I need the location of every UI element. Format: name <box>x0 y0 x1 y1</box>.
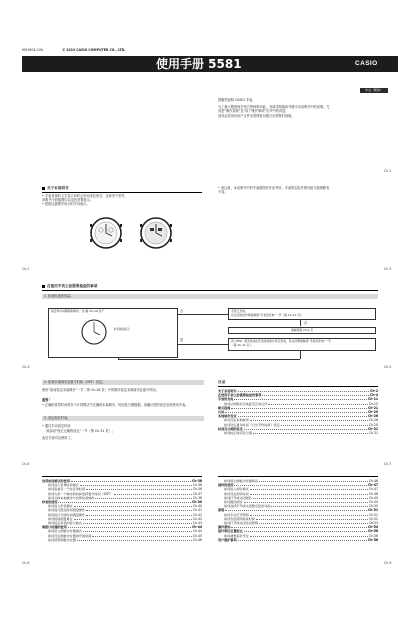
toc-entry-title: 如何进入秒表模式 <box>48 504 73 509</box>
flow-box-line: 有关充电的详情请参阅“手表的充电”一节（第 Ch-11 页）。 <box>231 312 305 317</box>
about-right-text <box>218 186 329 194</box>
flow-connector <box>300 351 301 359</box>
toc-entry-page: Ch-51 <box>368 512 378 517</box>
toc-entry-title: 如何进入倒数计时器模式 <box>48 529 83 534</box>
toc-leader-dots <box>244 427 367 430</box>
toc-leader-dots <box>244 500 368 503</box>
toc-leader-dots <box>250 418 368 421</box>
flow-box-line: （第 Ch-11 页）。 <box>231 342 254 347</box>
toc-leader-dots <box>74 504 192 507</box>
toc-entry[interactable] <box>218 431 378 435</box>
toc-entry-page: Ch-31 <box>367 426 378 431</box>
toc-leader-dots <box>259 479 368 482</box>
toc-leader-dots <box>92 534 192 537</box>
toc-leader-dots <box>238 414 367 417</box>
flow-box-line: 手表已充电。 <box>231 309 248 313</box>
toc-leader-dots <box>86 508 192 511</box>
toc-entry-page: Ch-43 <box>192 516 202 521</box>
toc-leader-dots <box>253 431 368 434</box>
toc-entry-title: 本地城市设定 <box>218 414 237 419</box>
toc-entry-page: Ch-2 <box>370 389 378 393</box>
doc-code: MO1904-CVA <box>22 48 43 52</box>
page-number: Ch-1 <box>384 169 392 173</box>
toc-entry-page: Ch-52 <box>368 516 378 521</box>
toc-entry-page: Ch-47 <box>367 483 378 488</box>
flow-connector <box>178 344 228 345</box>
toc-entry-page: Ch-4 <box>370 393 378 398</box>
toc-entry-title: 如何设定倒数计时器的开始时间 <box>48 533 92 538</box>
toc-heading: 目录 <box>218 380 226 384</box>
brand-logo: CASIO <box>355 60 378 67</box>
flow-connector <box>178 314 228 315</box>
flow-connector <box>300 320 301 326</box>
section-rule <box>42 476 202 477</box>
copyright: © 2019 CASIO COMPUTER CO., LTD. <box>62 48 126 52</box>
toc-entry-page: Ch-56 <box>368 533 378 538</box>
toc-leader-dots <box>114 492 192 495</box>
toc-entry-title: 指针零位位置校正 <box>218 529 243 534</box>
toc-leader-dots <box>74 517 192 520</box>
toc-entry-title: 计时 <box>218 410 225 415</box>
toc-entry-title: 如何打开或关闭闹铃 <box>224 495 252 500</box>
language-tag: 中文（简体） <box>360 88 388 93</box>
toc-entry-page: Ch-26 <box>368 418 378 423</box>
toc-entry-title: 世界时间模式的使用 <box>42 479 70 483</box>
toc-entry-page: Ch-15 <box>368 401 378 406</box>
toc-entry-page: Ch-36 <box>192 483 202 488</box>
flow-question-text: 是否秒针每隔两秒跳动一次(第 Ch-19 页)？ <box>51 309 106 313</box>
toc-entry-title: 倒数计时器的使用 <box>42 525 67 530</box>
toc-leader-dots <box>256 517 368 520</box>
toc-entry-page: Ch-40 <box>191 500 202 505</box>
toc-entry-page: Ch-44 <box>192 529 202 534</box>
toc-entry-title: 如何设定夏令时间（日光节约时间）设定 <box>224 422 280 427</box>
toc-entry-page: Ch-36 <box>192 487 202 492</box>
toc-leader-dots <box>253 496 368 499</box>
toc-entry-title: 如何测试闹铃 <box>224 500 243 505</box>
flow-connector <box>118 359 300 360</box>
toc-entry-title: 如何从休眠状态恢复至正常运作 <box>224 401 268 406</box>
page-number: Ch-9 <box>384 561 392 565</box>
toc-entry-title: 如何停止倒数计时器鸣音 <box>224 479 259 483</box>
about-left-text <box>42 194 128 207</box>
toc-leader-dots <box>238 538 367 541</box>
toc-leader-dots <box>225 410 367 413</box>
toc-entry-page: Ch-44 <box>191 525 202 530</box>
step-set-time: 3. 设定现在时间。 <box>42 416 204 421</box>
toc-leader-dots <box>250 513 368 516</box>
toc-leader-dots <box>71 479 191 482</box>
section-rule <box>42 192 202 193</box>
watch-face-icon <box>90 218 122 248</box>
intro-text <box>218 98 330 118</box>
toc-leader-dots <box>95 496 191 499</box>
toc-entry-page: Ch-42 <box>192 512 202 517</box>
toc-leader-dots <box>58 500 190 503</box>
flow-box-question <box>48 308 178 358</box>
toc-leader-dots <box>271 504 367 507</box>
flow-yes-label: 是 <box>180 338 184 342</box>
toc-entry-page: Ch-43 <box>192 521 202 526</box>
toc-entry-page: Ch-37 <box>192 491 202 496</box>
intro-line: 其是“操作须知”及“用户维护事项”各节中的讲述。 <box>218 109 289 114</box>
section-heading-before-use: 在使用手表之前需要检查的事项 <box>42 284 97 289</box>
toc-entry-title: 在使用手表之前需要检查的事项 <box>218 393 262 398</box>
toc-list-bottom-left <box>42 479 202 542</box>
flow-connector <box>118 358 119 360</box>
toc-entry-title: 操作须知 <box>218 525 231 530</box>
toc-entry-title: 时间及日期的设定 <box>218 426 243 431</box>
watch-illustrations <box>82 214 182 252</box>
flow-no-label: 否 <box>180 309 184 313</box>
toc-entry-page: Ch-50 <box>368 500 378 505</box>
toc-entry-title: 如何转换测量单位 <box>48 516 73 521</box>
toc-leader-dots <box>83 521 192 524</box>
toc-entry-page: Ch-45 <box>192 533 202 538</box>
second-hand-watch-icon <box>78 318 112 346</box>
toc-entry-title: 如何使用倒数计时器 <box>48 537 76 542</box>
toc-leader-dots <box>83 529 192 532</box>
toc-entry-title: 如何指定秒表的显示格式 <box>48 521 83 526</box>
flow-box-charged <box>228 308 376 320</box>
about-line: 不同。 <box>218 190 228 195</box>
toc-entry-page: Ch-46 <box>192 537 202 542</box>
toc-entry-page: Ch-21 <box>367 405 378 410</box>
section-rule <box>218 476 378 477</box>
toc-list-main <box>218 389 378 435</box>
intro-line: 请务必将所有用户文件妥善保管以便日后需要时查阅。 <box>218 113 295 118</box>
toc-entry-page: Ch-29 <box>368 422 378 427</box>
toc-entry-title: 如何为某一个城市的时间选择夏令时间（DST） <box>48 491 114 496</box>
flow-box-line: 是 (YES): 请手表放在充光能的地方进行充电。有关详情请参阅“手表的充电”一节 <box>231 339 331 343</box>
toc-entry-page: Ch-31 <box>368 431 378 436</box>
about-line: • 手表具体的文字显示有时会采用浅色形式，这取决于型号。 <box>42 194 128 198</box>
page-number: Ch-6 <box>22 462 30 466</box>
toc-entry-page: Ch-38 <box>192 495 202 500</box>
toc-entry-title: 如何校正时间及日期 <box>224 431 252 436</box>
toc-leader-dots <box>268 402 368 405</box>
about-line: • 按钮以插图中所示的字母表示。 <box>42 202 90 207</box>
step-check-home-city: 2. 检查本地城市及夏令时间（DST）设定。 <box>42 380 204 385</box>
toc-entry-title: 如何选择打开或关闭整点报时功能 <box>224 504 271 509</box>
about-line: 说明书中的插图均以浅色背景展示。 <box>42 198 93 203</box>
toc-list-bottom-right <box>218 479 378 542</box>
section-rule <box>218 386 378 387</box>
toc-entry[interactable] <box>218 538 378 542</box>
toc-entry-page: Ch-48 <box>368 491 378 496</box>
toc-leader-dots <box>234 397 366 400</box>
page-number: Ch-3 <box>384 267 392 271</box>
toc-leader-dots <box>238 389 370 392</box>
toc-entry-title: 如何设定本地城市 <box>224 418 249 423</box>
intro-line: 为了最大限度地享受它的种种功能，务请详细阅读并遵守本说明书中的说明。尤 <box>218 105 330 110</box>
toc-entry-page: Ch-25 <box>367 410 378 415</box>
toc-entry-page: Ch-54 <box>367 525 378 530</box>
toc-entry-title: 用户维护事项 <box>218 537 237 542</box>
toc-leader-dots <box>68 525 191 528</box>
toc-leader-dots <box>250 492 368 495</box>
toc-leader-dots <box>80 483 192 486</box>
toc-leader-dots <box>77 538 192 541</box>
page-number: Ch-2 <box>22 267 30 271</box>
second-hand-label: 秒针跳动指示 <box>114 328 130 331</box>
toc-leader-dots <box>281 423 368 426</box>
page-number: Ch-5 <box>384 365 392 369</box>
toc-entry-title: 手表的充电 <box>218 397 234 402</box>
ready-text: 此后手表可以使用了。 <box>42 436 74 440</box>
toc-entry-page: Ch-58 <box>367 537 378 542</box>
toc-entry[interactable] <box>42 538 202 542</box>
page-number: Ch-4 <box>22 365 30 369</box>
toc-entry-page: Ch-56 <box>367 529 378 534</box>
flow-next-label: 否 <box>304 321 308 325</box>
step2-line: 使用“如何设定本地城市”一节（第 Ch-26 页）中的操作设定本地城市及夏令时间。 <box>42 388 159 392</box>
toc-leader-dots <box>250 534 368 537</box>
toc-leader-dots <box>244 529 367 532</box>
toc-leader-dots <box>86 513 192 516</box>
toc-entry-page: Ch-36 <box>191 479 202 483</box>
step3-bullet: • 通过手动设定时间 <box>42 424 71 428</box>
toc-entry-title: 闹铃的使用 <box>218 483 234 488</box>
step3-bullet-detail: 请参阅“校正正确的设定”一节（第 Ch-31 页）。 <box>46 429 115 433</box>
step-check-battery: 1. 检查电池的电量。 <box>42 294 378 299</box>
toc-entry-title: 如何进行经过时间测量操作 <box>48 508 86 513</box>
toc-entry-page: Ch-51 <box>367 508 378 513</box>
section-rule <box>42 290 378 291</box>
toc-leader-dots <box>231 525 367 528</box>
page-title: 使用手册 5581 <box>156 57 242 71</box>
toc-entry-title: 秒表的使用 <box>42 500 58 505</box>
flow-box-line: 请参照第 Ch-2 页 <box>290 328 314 332</box>
toc-leader-dots <box>234 483 366 486</box>
toc-leader-dots <box>86 487 192 490</box>
toc-entry-title: 关于本说明书 <box>218 389 237 393</box>
toc-leader-dots <box>225 508 367 511</box>
toc-entry-title: 如何打开或关闭自动照明 <box>224 521 259 526</box>
toc-entry-page: Ch-49 <box>368 495 378 500</box>
toc-entry-title: 如何改变照明持续时间 <box>224 516 255 521</box>
toc-leader-dots <box>262 393 369 396</box>
important-label: 重要！ <box>42 398 52 402</box>
toc-entry-page: Ch-53 <box>368 521 378 526</box>
page-number: Ch-7 <box>384 462 392 466</box>
toc-entry-title: 如何设定闹铃时间 <box>224 491 249 496</box>
toc-leader-dots <box>250 487 368 490</box>
flow-box-mid <box>228 327 376 334</box>
toc-entry-title: 如何进入世界时间模式 <box>48 483 79 488</box>
toc-entry-title: 如何进入闹铃模式 <box>224 487 249 492</box>
toc-entry-title: 如何手动打开照明 <box>224 512 249 517</box>
toc-entry-title: 照明 <box>218 508 225 513</box>
toc-entry-page: Ch-41 <box>192 508 202 513</box>
toc-entry-page: Ch-46 <box>368 479 378 483</box>
toc-entry-title: 如何进行分段时间测量操作 <box>48 512 86 517</box>
about-line: • 请注意，本说明书中的手表插图仅作参考用。手表的实际外观可能与插图略有 <box>218 186 330 190</box>
section-heading-about: 关于本说明书 <box>42 186 69 191</box>
toc-entry-page: Ch-26 <box>367 414 378 419</box>
toc-leader-dots <box>231 406 367 409</box>
important-note: • 正确的世界时间等各个计时模式中正确的本地城市，时间及日期数据，请确认您的设定后再使用手表。 <box>42 403 189 407</box>
toc-entry-title: 如何查看另一个时区的时间 <box>48 487 86 492</box>
toc-entry-title: 模式指南 <box>218 405 231 410</box>
toc-entry-page: Ch-47 <box>368 487 378 492</box>
toc-entry-page: Ch-11 <box>367 397 378 402</box>
toc-entry-title: 如何调整指针零位 <box>224 533 249 538</box>
watch-face-dark-icon <box>140 218 172 248</box>
intro-line: 感谢您选购 CASIO 手表。 <box>218 98 256 102</box>
toc-entry-title: 如何交换本地城市与世界时间城市 <box>48 495 95 500</box>
flow-box-charge-needed <box>228 338 376 351</box>
toc-entry-page: Ch-50 <box>368 504 378 509</box>
toc-entry-page: Ch-40 <box>192 504 202 509</box>
toc-leader-dots <box>259 521 368 524</box>
page-number: Ch-8 <box>22 561 30 565</box>
